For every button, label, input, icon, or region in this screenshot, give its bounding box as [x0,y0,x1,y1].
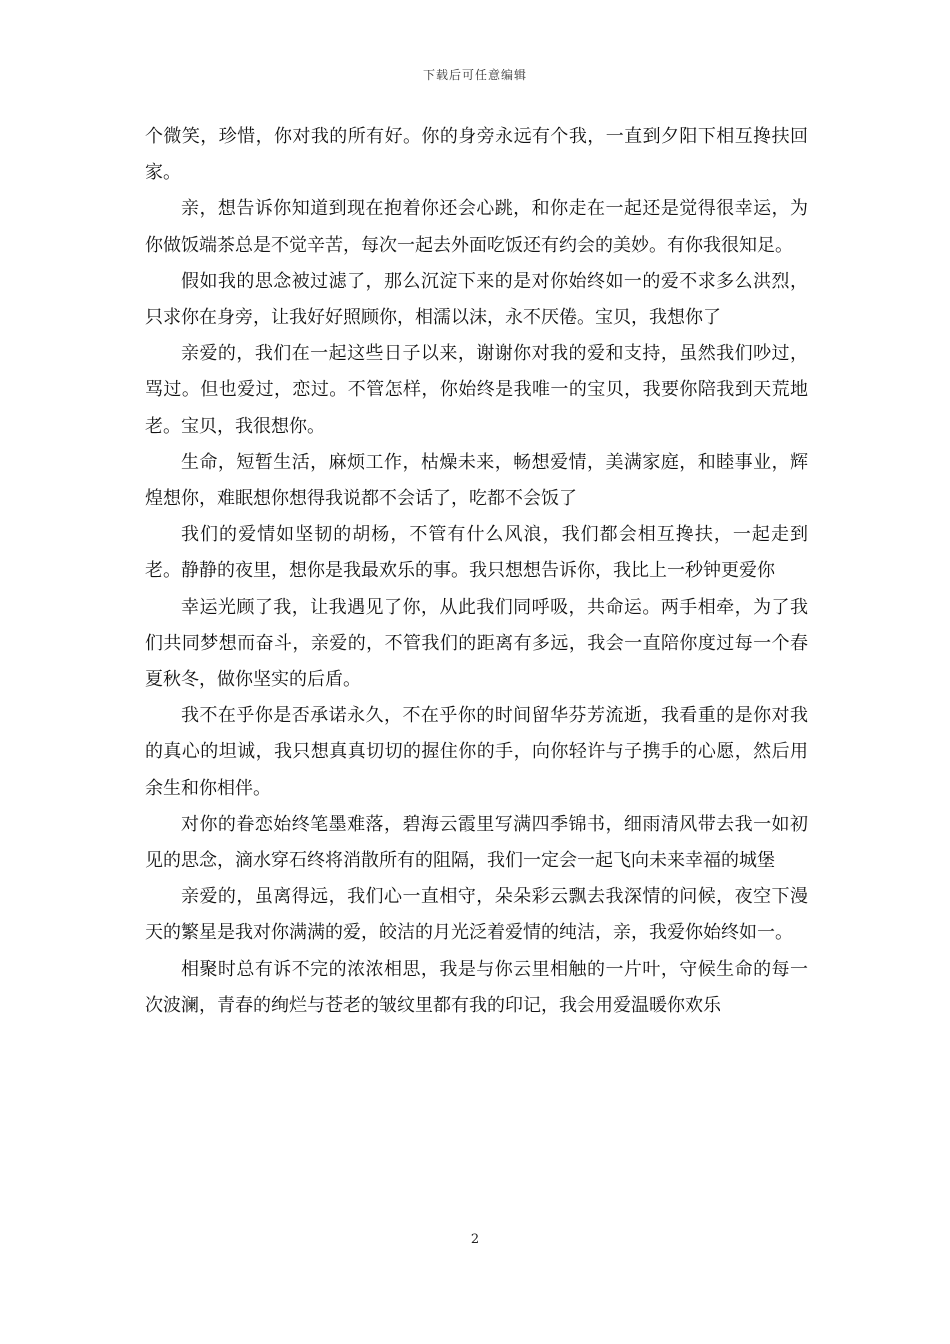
paragraph-continuation: 个微笑，珍惜，你对我的所有好。你的身旁永远有个我，一直到夕阳下相互搀扶回家。 [145,126,808,184]
paragraph: 我们的爱情如坚韧的胡杨，不管有什么风浪，我们都会相互搀扶，一起走到老。静静的夜里，想你是我最欢乐的事。我只想想告诉你，我比上一秒钟更爱你 [145,524,808,582]
paragraph: 假如我的思念被过滤了，那么沉淀下来的是对你始终如一的爱不求多么洪烈，只求你在身旁，让我好好照顾你，相濡以沫，永不厌倦。宝贝，我想你了 [145,270,808,329]
paragraph: 幸运光顾了我，让我遇见了你，从此我们同呼吸，共命运。两手相牵，为了我们共同梦想而奋斗，亲爱的，不管我们的距离有多远，我会一直陪你度过每一个春夏秋冬，做你坚实的后盾。 [145,596,808,691]
paragraph: 相聚时总有诉不完的浓浓相思，我是与你云里相触的一片叶，守候生命的每一次波澜，青春的绚烂与苍老的皱纹里都有我的印记，我会用爱温暖你欢乐 [145,958,808,1016]
page-header: 下载后可任意编辑 [422,68,527,82]
paragraph: 亲爱的，虽离得远，我们心一直相守，朵朵彩云飘去我深情的问候，夜空下漫天的繁星是我对你满满的爱，皎洁的月光泛着爱情的纯洁，亲，我爱你始终如一。 [145,886,808,944]
paragraph: 生命，短暂生活，麻烦工作，枯燥未来，畅想爱情，美满家庭，和睦事业，辉煌想你，难眠想你想得我说都不会话了，吃都不会饭了 [145,451,808,510]
page-number: 2 [470,1232,480,1247]
document-body [145,119,808,1024]
paragraph: 亲爱的，我们在一起这些日子以来，谢谢你对我的爱和支持，虽然我们吵过，骂过。但也爱过，恋过。不管怎样，你始终是我唯一的宝贝，我要你陪我到天荒地老。宝贝，我很想你。 [145,343,808,437]
paragraph: 我不在乎你是否承诺永久，不在乎你的时间留华芬芳流逝，我看重的是你对我的真心的坦诚，我只想真真切切的握住你的手，向你轻许与子携手的心愿，然后用余生和你相伴。 [145,705,808,799]
paragraph: 亲，想告诉你知道到现在抱着你还会心跳，和你走在一起还是觉得很幸运，为你做饭端茶总是不觉辛苦，每次一起去外面吃饭还有约会的美妙。有你我很知足。 [145,198,808,256]
paragraph: 对你的眷恋始终笔墨难落，碧海云霞里写满四季锦书，细雨清风带去我一如初见的思念，滴水穿石终将消散所有的阻隔，我们一定会一起飞向未来幸福的城堡 [145,813,808,872]
